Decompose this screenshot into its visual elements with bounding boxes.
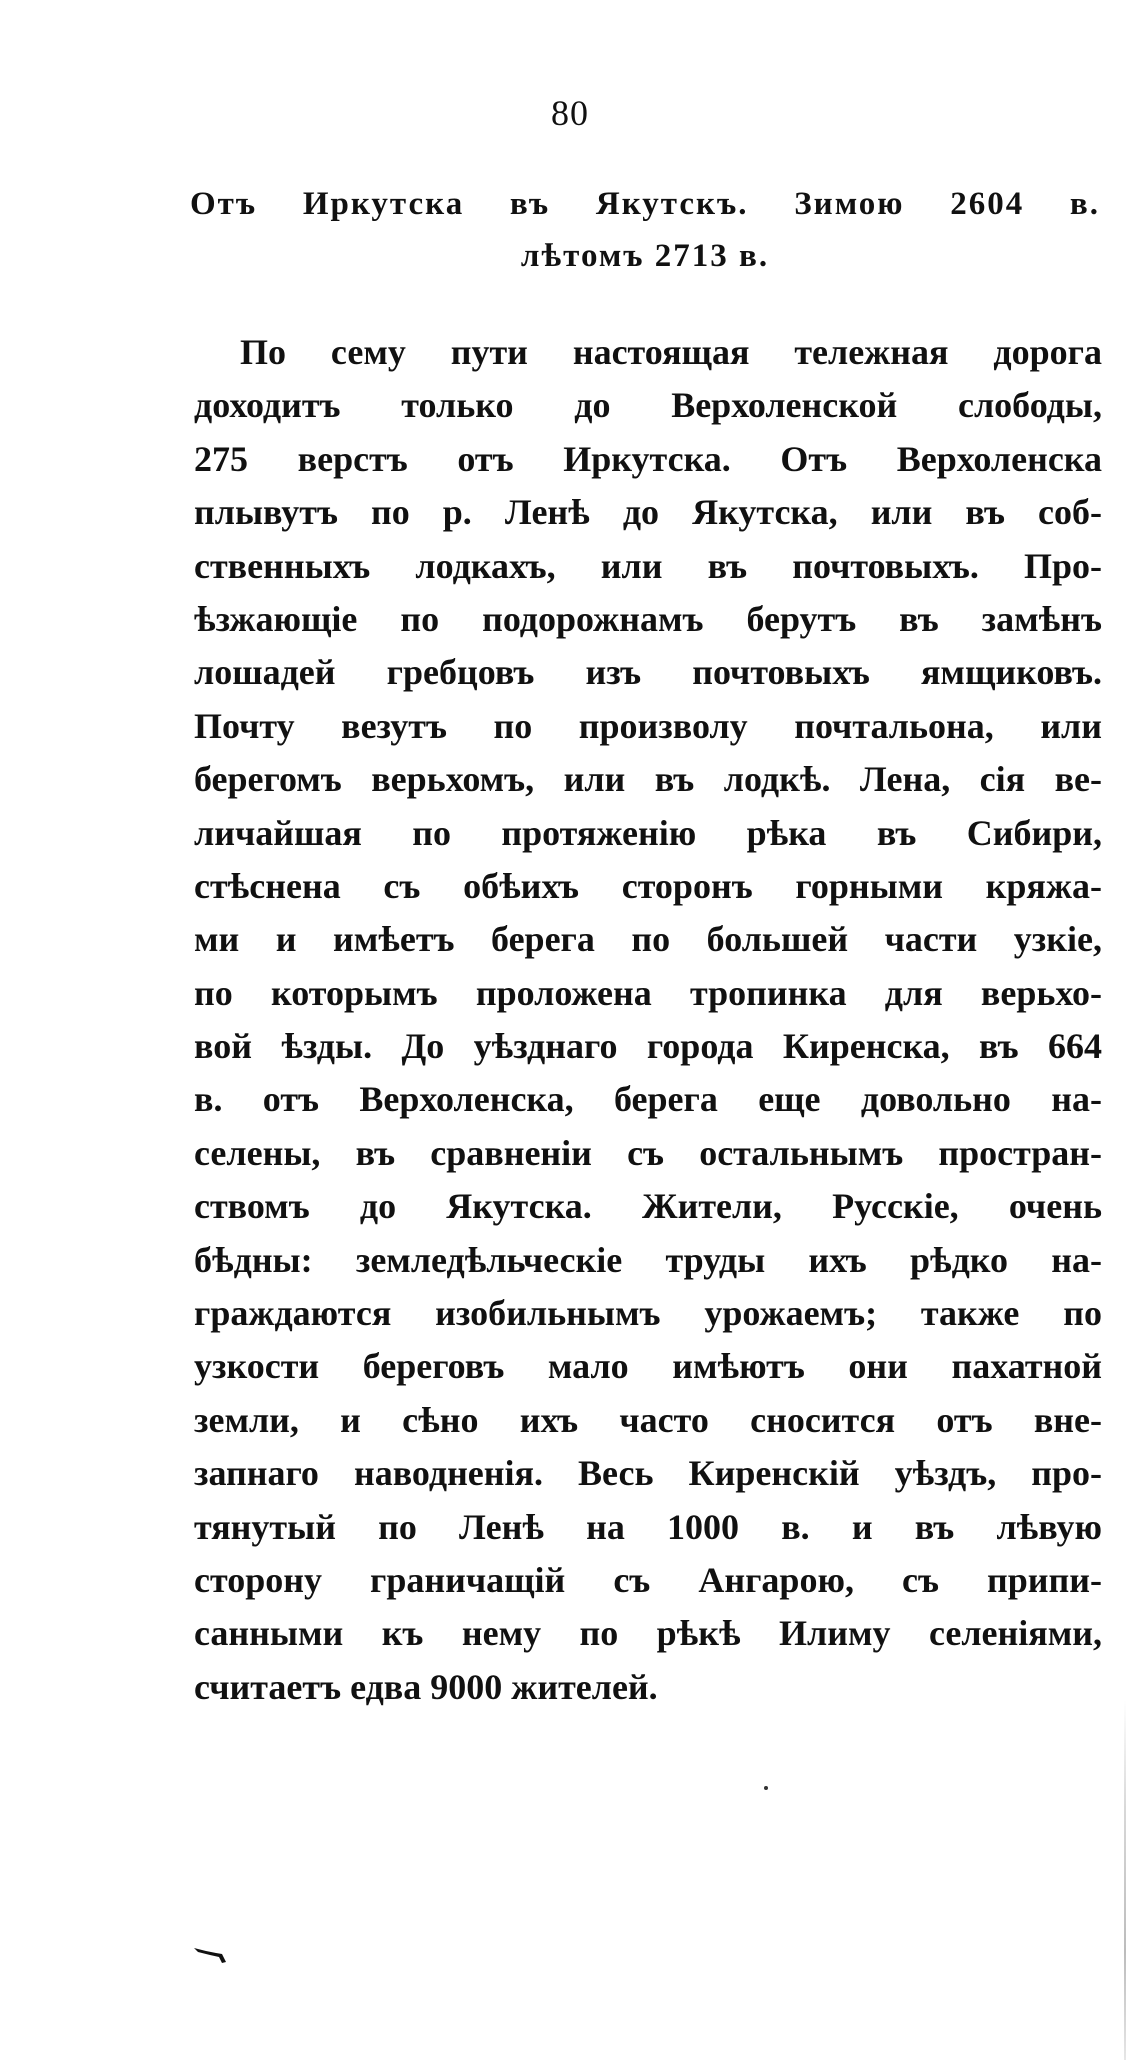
text-line: селены, въ сравненіи съ остальнымъ простран-: [194, 1132, 1102, 1173]
text-line: вой ѣзды. До уѣзднаго города Киренска, въ 664: [194, 1026, 1102, 1067]
ink-speck: [764, 1786, 768, 1790]
section-heading: [190, 178, 1100, 282]
heading-line-1: Отъ Иркутска въ Якутскъ. Зимою 2604 в.: [190, 186, 1100, 222]
text-line: ствомъ до Якутска. Жители, Русскіе, очень: [194, 1186, 1102, 1227]
text-line: ѣзжающіе по подорожнамъ берутъ въ замѣнъ: [194, 598, 1102, 639]
text-line: 275 верстъ отъ Иркутска. Отъ Верхоленска: [194, 438, 1102, 479]
scan-artifact-mark: [192, 1944, 236, 1966]
text-line: сторону граничащій съ Ангарою, съ припи-: [194, 1559, 1102, 1600]
text-line: тянутый по Ленѣ на 1000 в. и въ лѣвую: [194, 1506, 1102, 1547]
text-line: в. отъ Верхоленска, берега еще довольно на-: [194, 1079, 1102, 1120]
text-line: по которымъ проложена тропинка для верьхо-: [194, 972, 1102, 1013]
heading-line-2: лѣтомъ 2713 в.: [520, 238, 770, 274]
text-line: лошадей гребцовъ изъ почтовыхъ ямщиковъ.: [194, 652, 1102, 693]
text-line: санными къ нему по рѣкѣ Илиму селеніями,: [194, 1613, 1102, 1654]
text-line: бѣдны: земледѣльческіе труды ихъ рѣдко на-: [194, 1239, 1102, 1280]
page-edge-line: [1124, 1700, 1126, 2060]
text-line: Почту везутъ по произволу почтальона, или: [194, 705, 1102, 746]
text-line: узкости береговъ мало имѣютъ они пахатной: [194, 1346, 1102, 1387]
text-line: стѣснена съ обѣихъ сторонъ горными кряжа-: [194, 865, 1102, 906]
page-number: 80: [551, 93, 589, 133]
text-line: земли, и сѣно ихъ часто сносится отъ вне-: [194, 1399, 1102, 1440]
text-line: плывутъ по р. Ленѣ до Якутска, или въ соб-: [194, 492, 1102, 533]
text-line: доходитъ только до Верхоленской слободы,: [194, 385, 1102, 426]
text-line: запнаго наводненія. Весь Киренскій уѣздъ, про-: [194, 1453, 1102, 1494]
text-line: граждаются изобильнымъ урожаемъ; также по: [194, 1293, 1102, 1334]
text-line: ми и имѣетъ берега по большей части узкіе,: [194, 919, 1102, 960]
body-paragraph: [194, 326, 1102, 1714]
text-line: По сему пути настоящая тележная дорога: [240, 332, 1102, 372]
text-line: считаетъ едва 9000 жителей.: [194, 1666, 658, 1707]
text-line: ственныхъ лодкахъ, или въ почтовыхъ. Про-: [194, 545, 1102, 586]
text-line: личайшая по протяженію рѣка въ Сибири,: [194, 812, 1102, 853]
text-line: берегомъ верьхомъ, или въ лодкѣ. Лена, сія ве-: [194, 759, 1102, 800]
